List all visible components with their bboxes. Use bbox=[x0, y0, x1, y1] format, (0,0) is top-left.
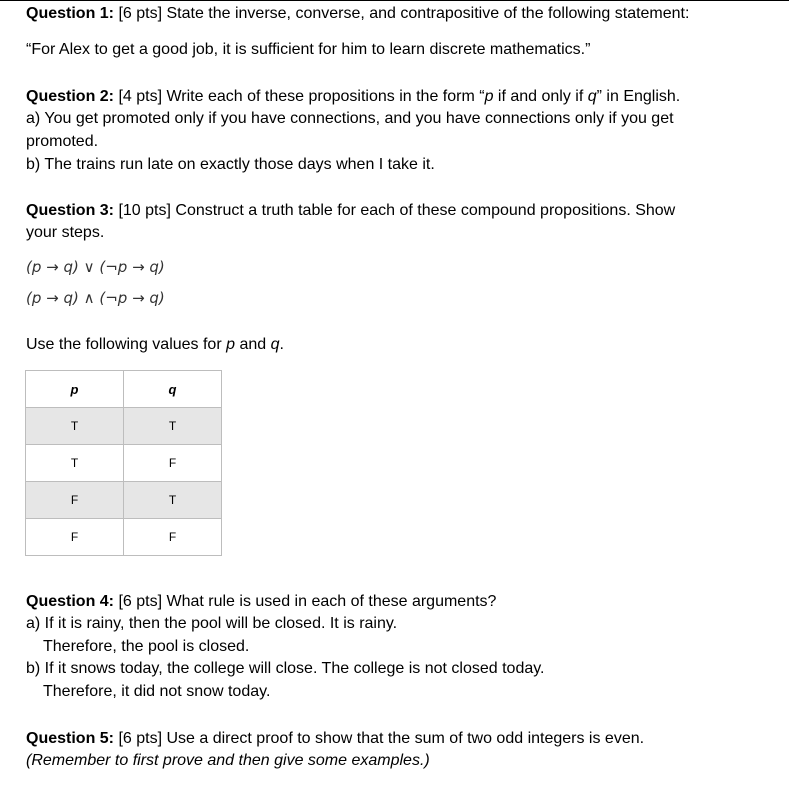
question-2-text-mid: if and only if bbox=[493, 88, 588, 105]
cell-p: F bbox=[26, 482, 124, 519]
question-3-text-line-2: your steps. bbox=[26, 224, 105, 241]
cell-q: T bbox=[124, 482, 222, 519]
question-2-part-a-line-2: promoted. bbox=[26, 133, 99, 150]
question-4-part-a-line-1: a) If it is rainy, then the pool will be closed. It is rainy. bbox=[26, 615, 398, 632]
question-2-part-b: b) The trains run late on exactly those days when I take it. bbox=[26, 156, 435, 173]
question-4-label: Question 4: bbox=[26, 593, 115, 610]
question-4-part-a-line-2: Therefore, the pool is closed. bbox=[43, 638, 250, 655]
question-2-heading bbox=[26, 86, 680, 108]
question-4-text: [6 pts] What rule is used in each of these arguments? bbox=[114, 593, 497, 610]
header-q: q bbox=[124, 371, 222, 408]
question-3-heading bbox=[26, 200, 675, 222]
table-row bbox=[26, 408, 222, 445]
question-4-heading bbox=[26, 591, 496, 613]
cell-q: F bbox=[124, 445, 222, 482]
cell-p: F bbox=[26, 519, 124, 556]
question-2-q: q bbox=[587, 88, 597, 105]
question-2-text-post: ” in English. bbox=[596, 88, 681, 105]
question-2-label: Question 2: bbox=[26, 88, 115, 105]
question-2-part-a-line-1: a) You get promoted only if you have connections, and you have connections only if you get bbox=[26, 110, 674, 127]
cell-p: T bbox=[26, 445, 124, 482]
question-5-text: [6 pts] Use a direct proof to show that the sum of two odd integers is even. bbox=[114, 730, 645, 747]
question-2-text-pre: [4 pts] Write each of these propositions in the form “ bbox=[114, 88, 485, 105]
question-5-heading bbox=[26, 728, 644, 750]
question-4-part-b-line-2: Therefore, it did not snow today. bbox=[43, 683, 271, 700]
proposition-1: (p → q) ∨ (¬p → q) bbox=[26, 258, 165, 276]
question-5-label: Question 5: bbox=[26, 730, 115, 747]
truth-values-instruction: Use the following values for p and q. bbox=[26, 336, 284, 353]
question-5-note: (Remember to first prove and then give some examples.) bbox=[26, 752, 430, 769]
top-rule bbox=[0, 0, 789, 1]
question-4-part-b-line-1: b) If it snows today, the college will close. The college is not closed today. bbox=[26, 660, 545, 677]
question-3-text-line-1: [10 pts] Construct a truth table for each of these compound propositions. Show bbox=[114, 202, 676, 219]
proposition-2: (p → q) ∧ (¬p → q) bbox=[26, 289, 165, 307]
cell-p: T bbox=[26, 408, 124, 445]
table-row bbox=[26, 445, 222, 482]
truth-table-header-row bbox=[26, 371, 222, 408]
question-1-heading bbox=[26, 3, 689, 25]
truth-table bbox=[25, 370, 222, 556]
table-row bbox=[26, 519, 222, 556]
header-p: p bbox=[26, 371, 124, 408]
question-3-label: Question 3: bbox=[26, 202, 115, 219]
question-2-p: p bbox=[484, 88, 494, 105]
question-1-label: Question 1: bbox=[26, 5, 115, 22]
table-row bbox=[26, 482, 222, 519]
question-1-statement: “For Alex to get a good job, it is sufficient for him to learn discrete mathematics.” bbox=[26, 41, 591, 58]
cell-q: F bbox=[124, 519, 222, 556]
question-1-text: [6 pts] State the inverse, converse, and contrapositive of the following statement: bbox=[114, 5, 690, 22]
cell-q: T bbox=[124, 408, 222, 445]
